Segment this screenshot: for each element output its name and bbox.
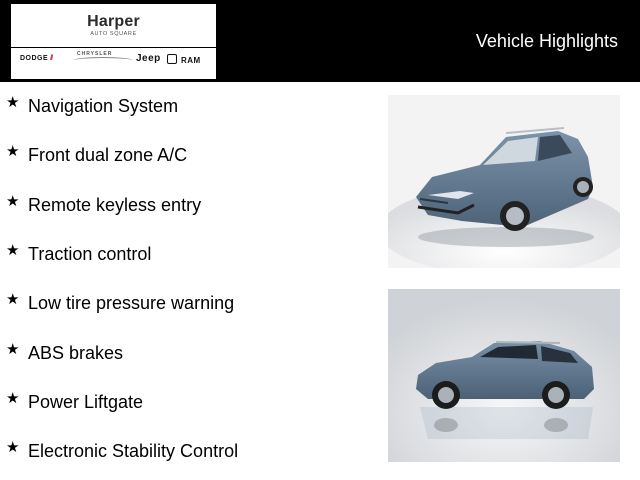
- feature-item: [0, 93, 370, 123]
- dodge-logo: DODGE //: [20, 55, 53, 62]
- feature-item: [0, 290, 370, 320]
- star-icon: ★: [6, 439, 20, 456]
- star-icon: ★: [6, 291, 20, 308]
- star-icon: ★: [6, 390, 20, 407]
- logo-name: Harper: [87, 13, 140, 30]
- star-icon: ★: [6, 341, 20, 358]
- jeep-logo: Jeep: [136, 53, 161, 64]
- logo-subtitle: AUTO SQUARE: [90, 31, 137, 37]
- page-title: Vehicle Highlights: [475, 31, 618, 51]
- feature-label: Low tire pressure warning: [28, 293, 235, 313]
- header-bar: [0, 0, 640, 82]
- ram-head-icon: [167, 54, 177, 64]
- vehicle-photo-side: [388, 289, 620, 462]
- star-icon: ★: [6, 94, 20, 111]
- vehicle-photo-front: [388, 95, 620, 268]
- feature-item: [0, 340, 370, 370]
- feature-label: ABS brakes: [28, 343, 124, 363]
- feature-label: Remote keyless entry: [28, 195, 202, 215]
- feature-label: Traction control: [28, 244, 152, 264]
- chrysler-wing-icon: [73, 57, 133, 64]
- feature-item: [0, 389, 370, 419]
- star-icon: ★: [6, 143, 20, 160]
- feature-label: Power Liftgate: [28, 392, 144, 412]
- star-icon: ★: [6, 193, 20, 210]
- feature-label: Electronic Stability Control: [28, 441, 239, 461]
- feature-item: [0, 241, 370, 271]
- feature-item: [0, 192, 370, 222]
- chrysler-logo: CHRYSLER: [77, 51, 113, 57]
- feature-item: [0, 142, 370, 172]
- feature-item: [0, 438, 370, 468]
- logo-divider: [11, 47, 216, 48]
- brand-logos: [11, 53, 216, 71]
- feature-label: Navigation System: [28, 96, 179, 116]
- dealer-logo: [11, 4, 216, 79]
- feature-label: Front dual zone A/C: [28, 145, 188, 165]
- star-icon: ★: [6, 242, 20, 259]
- ram-logo: RAM: [167, 54, 201, 65]
